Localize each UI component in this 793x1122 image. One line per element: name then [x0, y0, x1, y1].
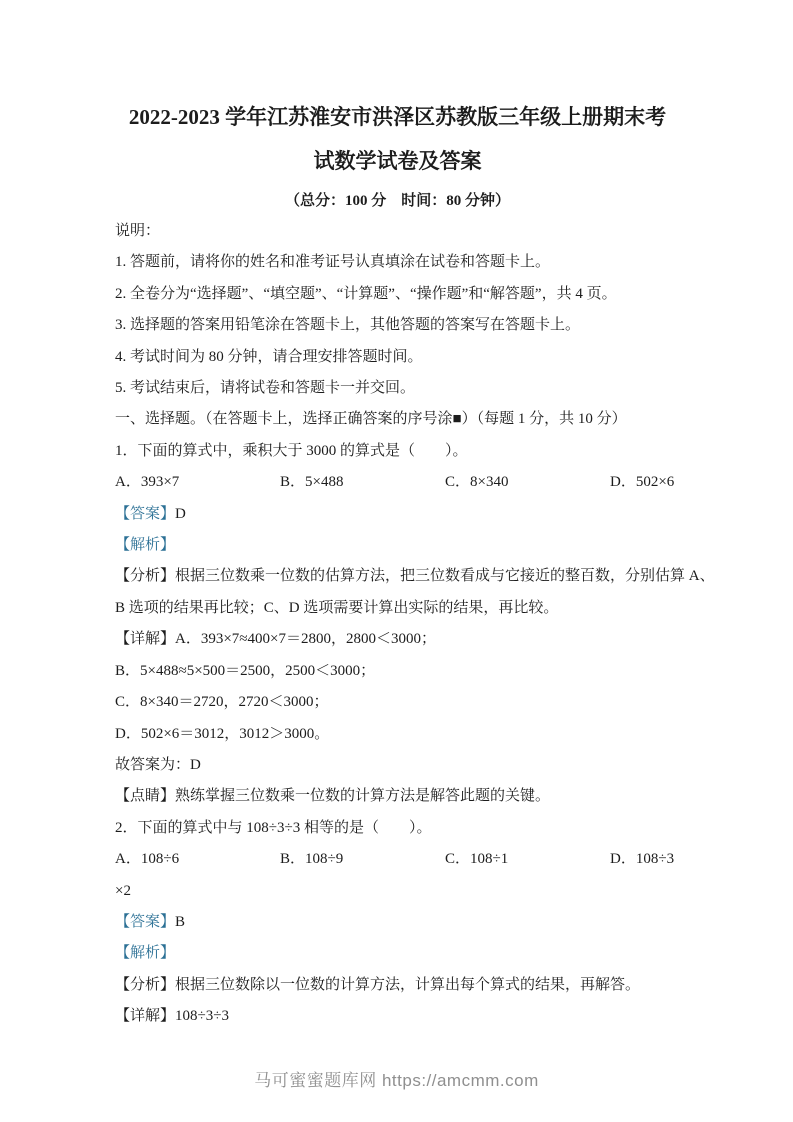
- question-2-option-d-wrap: ×2: [115, 882, 131, 899]
- instruction-item: 2. 全卷分为“选择题”、“填空题”、“计算题”、“操作题”和“解答题”，共 4 页。: [115, 285, 617, 302]
- question-2-answer-value: B: [175, 913, 186, 930]
- analysis-label: 【解析】: [115, 537, 176, 554]
- page-title-line-1: 2022-2023 学年江苏淮安市洪泽区苏教版三年级上册期末考: [128, 105, 667, 129]
- question-1-explanation-line: 【详解】A．393×7≈400×7＝2800，2800＜3000；: [115, 631, 436, 648]
- question-1-answer-line: [115, 499, 680, 530]
- question-2-options: [115, 844, 680, 875]
- question-2-explanation-line: 【分析】根据三位数除以一位数的计算方法，计算出每个算式的结果，再解答。: [115, 976, 641, 993]
- question-1-explanation-line: B 选项的结果再比较；C、D 选项需要计算出实际的结果，再比较。: [115, 599, 559, 616]
- question-2-stem: 2．下面的算式中与 108÷3÷3 相等的是（ ）。: [115, 819, 432, 836]
- instruction-item: 1. 答题前，请将你的姓名和准考证号认真填涂在试卷和答题卡上。: [115, 254, 551, 271]
- instructions-heading: 说明：: [115, 223, 161, 239]
- question-2-option-c: C．108÷1: [445, 851, 509, 868]
- instruction-item: 5. 考试结束后，请将试卷和答题卡一并交回。: [115, 380, 416, 397]
- question-1-option-c: C．8×340: [445, 474, 509, 491]
- question-1-explanation-line: 【分析】根据三位数乘一位数的估算方法，把三位数看成与它接近的整百数，分别估算 A、: [115, 568, 715, 585]
- exam-score-time-subtitle: （总分：100 分 时间：80 分钟）: [284, 193, 510, 209]
- question-1-explanation-line: 故答案为：D: [115, 756, 201, 773]
- instruction-item: 3. 选择题的答案用铅笔涂在答题卡上，其他答题的答案写在答题卡上。: [115, 317, 581, 334]
- question-2-explanation-line: 【详解】108÷3÷3: [115, 1008, 229, 1025]
- document-content: [115, 95, 715, 1033]
- question-2-analysis-label: [115, 938, 680, 969]
- site-watermark-footer: 马可蜜蜜题库网 https://amcmm.com: [254, 1071, 539, 1090]
- question-2-answer-line: [115, 907, 680, 938]
- question-1-option-d: D．502×6: [610, 474, 675, 491]
- question-2-option-d: D．108÷3: [610, 851, 675, 868]
- analysis-label: 【解析】: [115, 945, 176, 962]
- question-1-explanation-line: D．502×6＝3012，3012＞3000。: [115, 725, 330, 742]
- question-1-stem: 1．下面的算式中，乘积大于 3000 的算式是（ ）。: [115, 442, 468, 459]
- answer-label: 【答案】: [115, 913, 176, 930]
- section-1-heading: 一、选择题。（在答题卡上，选择正确答案的序号涂■）（每题 1 分，共 10 分）: [115, 411, 627, 428]
- question-1-explanation-line: 【点睛】熟练掌握三位数乘一位数的计算方法是解答此题的关键。: [115, 788, 551, 805]
- question-1-analysis-label: [115, 530, 680, 561]
- question-1-explanation-line: C．8×340＝2720，2720＜3000；: [115, 694, 329, 711]
- question-2-option-b: B．108÷9: [280, 851, 344, 868]
- question-1-answer-value: D: [175, 505, 186, 522]
- question-2-option-a: A．108÷6: [115, 851, 180, 868]
- page-title-line-2: 试数学试卷及答案: [313, 149, 482, 173]
- question-1-option-a: A．393×7: [115, 474, 180, 491]
- question-1-option-b: B．5×488: [280, 474, 344, 491]
- instruction-item: 4. 考试时间为 80 分钟，请合理安排答题时间。: [115, 348, 423, 365]
- question-1-options: [115, 467, 680, 498]
- answer-label: 【答案】: [115, 505, 176, 522]
- question-1-explanation-line: B．5×488≈5×500＝2500，2500＜3000；: [115, 662, 376, 679]
